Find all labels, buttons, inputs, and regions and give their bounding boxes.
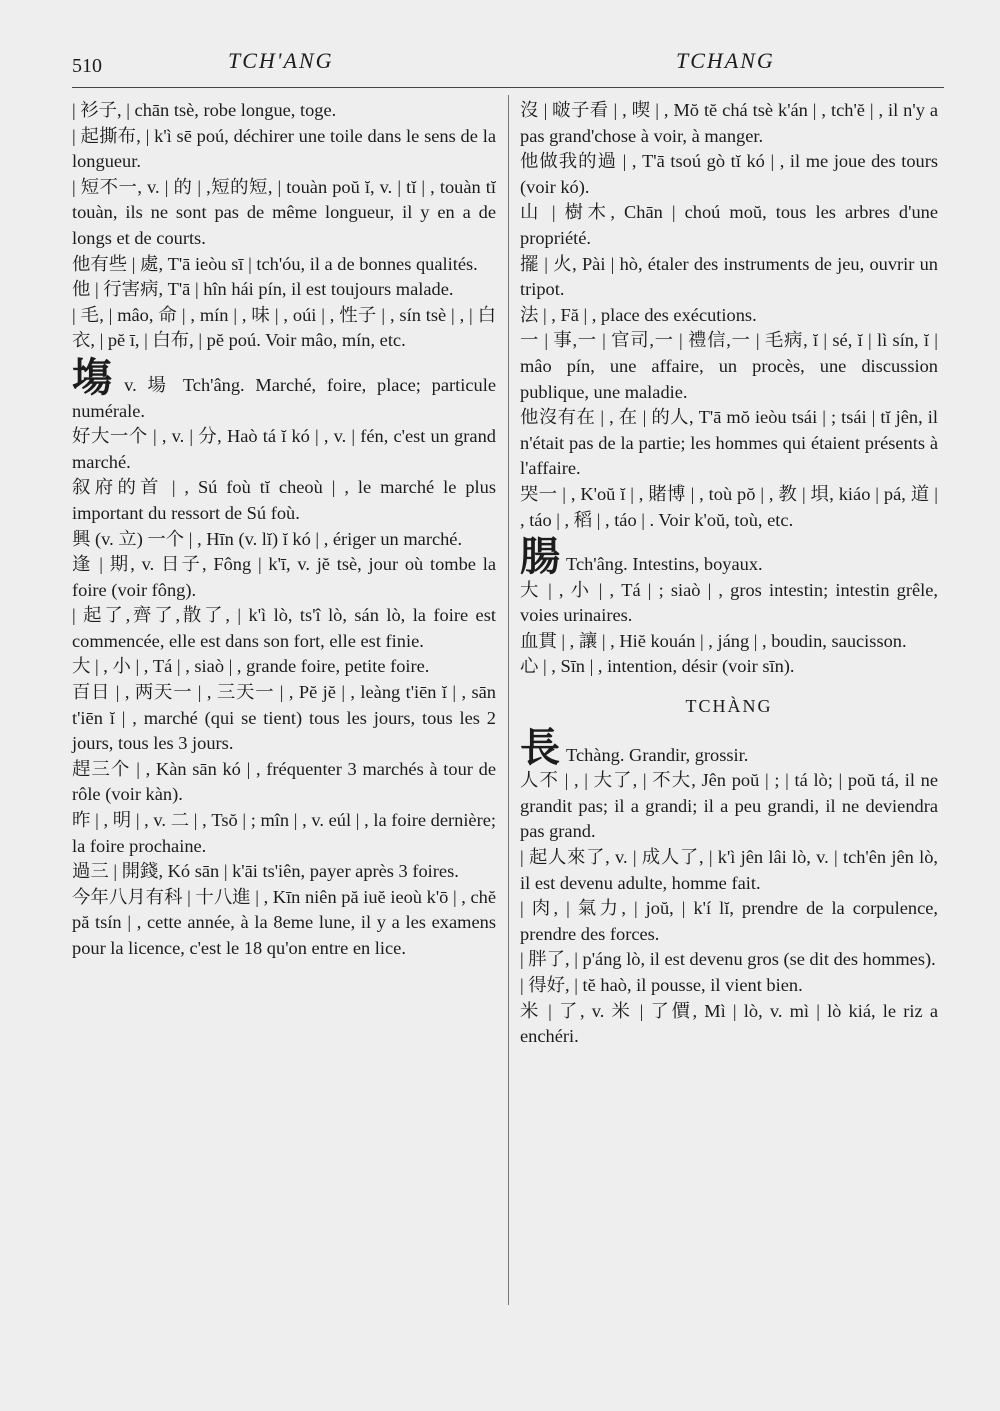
entry-text: 他 | 行害病, T'ā | hîn hái pín, il est toujours malade. xyxy=(72,279,454,300)
entry-text: 過三 | 開錢, Kó sān | k'āi ts'iên, payer après 3 foires. xyxy=(72,861,459,882)
left-column xyxy=(72,98,496,962)
entry-text: 百日 | , 两天一 | , 三天一 | , Pĕ jĕ | , leàng t'iēn ĭ | , sān t'iēn ĭ | , marché (qui se tient) tous les jours, tous les 2 jours, tous les 3 jours. xyxy=(72,682,496,754)
dictionary-entry xyxy=(520,405,938,482)
dictionary-entry xyxy=(520,149,938,200)
dictionary-entry xyxy=(520,98,938,149)
dictionary-entry xyxy=(520,845,938,896)
entry-text: | 起撕布, | k'ì sē poú, déchirer une toile dans le sens de la longueur. xyxy=(72,125,496,172)
dictionary-entry xyxy=(520,947,938,973)
entry-text: 沒 | 啵子看 | , 喫 | , Mŏ tĕ chá tsè k'án | , tch'ĕ | , il n'y a pas grand'chose à voir, à manger. xyxy=(520,100,938,146)
dictionary-entry xyxy=(72,124,496,175)
right-column xyxy=(520,98,938,1050)
dictionary-entry xyxy=(520,654,938,680)
dictionary-entry xyxy=(72,552,496,603)
entry-text: 哭一 | , K'oŭ ĭ | , 賭博 | , toù pŏ | , 教 | 垻, kiáo | pá, 道 | , táo | , 稻 | , táo | . Voir k'oŭ, toù, etc. xyxy=(520,483,938,530)
dictionary-entry xyxy=(72,808,496,859)
entry-text: 他沒有在 | , 在 | 的人, T'ā mŏ ieòu tsái | ; tsái | tĭ jên, il n'était pas de la partie; les hommes qui étaient présents à l'affaire. xyxy=(520,407,938,479)
entry-text: 叙府的首 | , Sú foù tĭ cheoù | , le marché le plus important du ressort de Sú foù. xyxy=(72,477,496,523)
running-head-right: TCHANG xyxy=(676,48,775,73)
dictionary-entry xyxy=(520,629,938,655)
section-title: TCHÀNG xyxy=(685,696,773,717)
dictionary-entry xyxy=(520,896,938,947)
dictionary-entry xyxy=(72,757,496,808)
dictionary-entry xyxy=(520,200,938,251)
entry-text: Tchàng. Grandir, grossir. xyxy=(566,744,749,765)
dictionary-entry xyxy=(520,999,938,1050)
entry-text: 大 | , 小 | , Tá | , siaò | , grande foire, petite foire. xyxy=(72,656,430,677)
entry-text: | 毛, | mâo, 命 | , mín | , 味 | , oúi | , 性子 | , sín tsè | , | 白衣, | pĕ ī, | 白布, | pĕ poú. Voir mâo, mín, etc. xyxy=(72,304,496,351)
entry-text: 法 | , Fă | , place des exécutions. xyxy=(520,304,757,325)
headword-character: 塲 xyxy=(72,354,119,401)
dictionary-entry xyxy=(520,578,938,629)
headword-entry xyxy=(520,724,938,771)
dictionary-entry xyxy=(72,475,496,526)
dictionary-entry xyxy=(520,303,938,329)
entry-text: 今年八月有科 | 十八進 | , Kīn niên pă iuĕ ieoù k'ō | , chĕ pă tsín | , cette année, à la 8eme lune, il y a les examens pour la licence, c'est le 18 qu'on entre en lice. xyxy=(72,886,496,958)
entry-text: 大 | , 小 | , Tá | ; siaò | , gros intestin; intestin grêle, voies urinaires. xyxy=(520,579,938,626)
dictionary-entry xyxy=(72,885,496,962)
entry-text: 好大一个 | , v. | 分, Haò tá ĭ kó | , v. | fén, c'est un grand marché. xyxy=(72,426,496,472)
page-number: 510 xyxy=(72,55,102,77)
entry-text: 他做我的過 | , T'ā tsoú gò tĭ kó | , il me joue des tours (voir kó). xyxy=(520,151,938,197)
headword-character: 長 xyxy=(520,724,560,771)
dictionary-entry xyxy=(520,482,938,533)
running-head-left: TCH'ANG xyxy=(228,48,334,73)
entry-text: v. 場 Tch'âng. Marché, foire, place; particule numérale. xyxy=(72,374,496,421)
dictionary-entry xyxy=(72,527,496,553)
headword-entry xyxy=(72,354,496,424)
entry-text: 米 | 了, v. 米 | 了價, Mì | lò, v. mì | lò kiá, le riz a enchéri. xyxy=(520,1000,938,1047)
entry-text: 逢 | 期, v. 日子, Fông | k'ī, v. jĕ tsè, jour où tombe la foire (voir fông). xyxy=(72,554,496,600)
entry-text: | 得好, | tĕ haò, il pousse, il vient bien. xyxy=(520,975,803,995)
headword-character: 腸 xyxy=(520,534,560,581)
dictionary-entry xyxy=(520,768,938,845)
entry-text: 心 | , Sīn | , intention, désir (voir sīn). xyxy=(520,656,795,677)
entry-text: 人不 | , | 大了, | 不大, Jên poŭ | ; | tá lò; | poŭ tá, il ne grandit pas; il a grandi; il a peu grandi, il ne deviendra pas grand. xyxy=(520,770,938,842)
entry-text: 他有些 | 處, T'ā ieòu sī | tch'óu, il a de bonnes qualités. xyxy=(72,253,478,274)
entry-text: | 起了,齊了,散了, | k'ì lò, ts'î lò, sán lò, la foire est commencée, elle est dans son fort, elle est finie. xyxy=(72,605,496,651)
dictionary-entry xyxy=(72,424,496,475)
header-rule xyxy=(72,87,944,88)
dictionary-entry xyxy=(72,303,496,354)
entry-text: 興 (v. 立) 一个 | , Hīn (v. lĭ) ĭ kó | , ériger un marché. xyxy=(72,528,463,549)
entry-text: Tch'âng. Intestins, boyaux. xyxy=(566,554,763,575)
dictionary-entry xyxy=(520,328,938,405)
dictionary-entry xyxy=(72,603,496,654)
dictionary-entry xyxy=(72,277,496,303)
headword-entry xyxy=(520,534,938,581)
entry-text: | 胖了, | p'áng lò, il est devenu gros (se dit des hommes). xyxy=(520,949,936,970)
dictionary-entry xyxy=(72,859,496,885)
entry-text: 一 | 事,一 | 官司,一 | 禮信,一 | 毛病, ĭ | sé, ĭ | lì sín, ĭ | mâo pín, une affaire, un procès, une discussion publique, une maladie. xyxy=(520,330,938,402)
entry-text: 山 | 樹木, Chān | choú moŭ, tous les arbres d'une propriété. xyxy=(520,202,938,248)
entry-text: 昨 | , 明 | , v. 二 | , Tsŏ | ; mîn | , v. eúl | , la foire dernière; la foire prochaine. xyxy=(72,810,496,856)
dictionary-entry xyxy=(72,252,496,278)
entry-text: 擺 | 火, Pài | hò, étaler des instruments de jeu, ouvrir un tripot. xyxy=(520,253,938,300)
column-divider xyxy=(508,95,509,1305)
dictionary-entry xyxy=(520,252,938,303)
dictionary-entry xyxy=(72,98,496,124)
dictionary-entry xyxy=(72,654,496,680)
entry-text: | 短不一, v. | 的 | ,短的短, | touàn poŭ ĭ, v. | tĭ | , touàn tĭ touàn, ils ne sont pas de même longueur, il y en a de longs et de courts. xyxy=(72,176,496,248)
entry-text: | 衫子, | chān tsè, robe longue, toge. xyxy=(72,100,337,120)
dictionary-entry xyxy=(72,680,496,757)
entry-text: | 起人來了, v. | 成人了, | k'ì jên lâi lò, v. | tch'ên jên lò, il est devenu adulte, homme fait. xyxy=(520,847,938,893)
entry-text: | 肉, | 氣力, | joŭ, | k'í lĭ, prendre de la corpulence, prendre des forces. xyxy=(520,898,938,944)
dictionary-entry xyxy=(520,973,938,999)
dictionary-entry xyxy=(72,175,496,252)
entry-text: 血貫 | , 讓 | , Hiĕ kouán | , jáng | , boudin, saucisson. xyxy=(520,630,907,651)
entry-text: 趕三个 | , Kàn sān kó | , fréquenter 3 marchés à tour de rôle (voir kàn). xyxy=(72,758,496,805)
